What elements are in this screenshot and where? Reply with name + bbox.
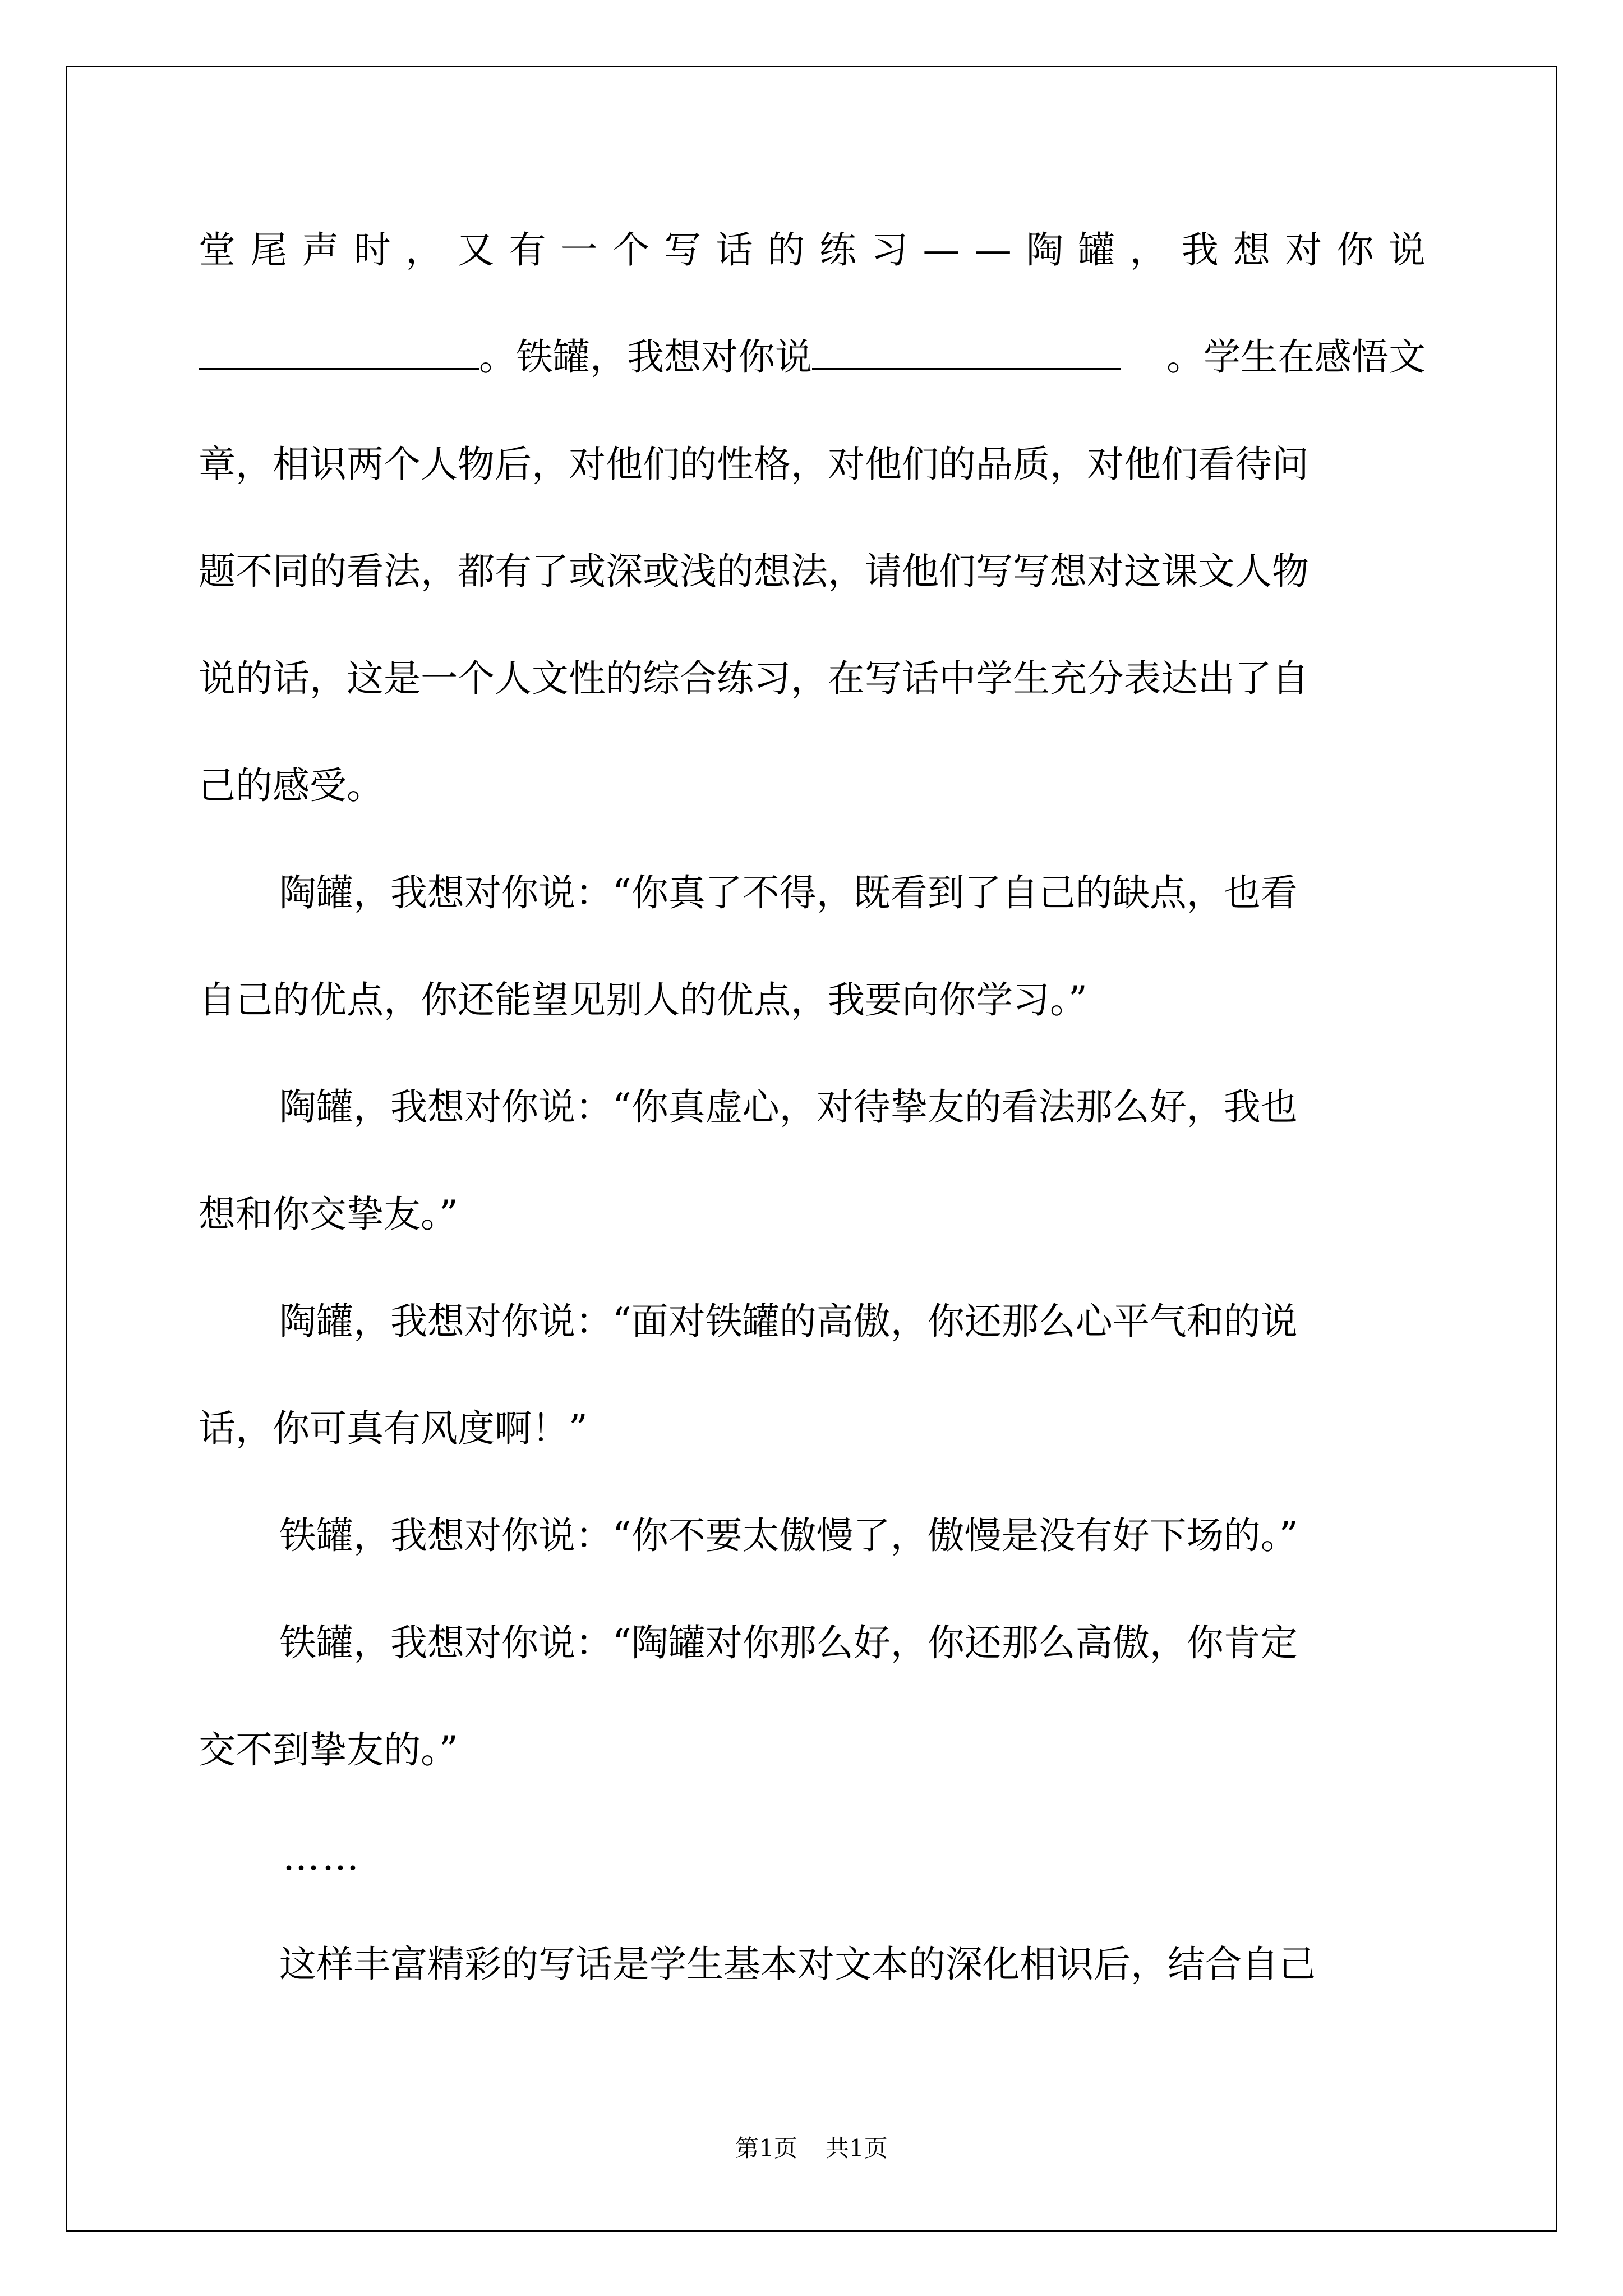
text-char: 写 xyxy=(664,228,702,272)
page-number: 第1页 xyxy=(735,2134,797,2162)
text-line-3: 章，相识两个人物后，对他们的性格，对他们的品质，对他们看待问 xyxy=(199,443,1309,486)
text-char: 的 xyxy=(767,228,805,272)
text-char: 又 xyxy=(457,228,495,272)
paragraph-line: 陶罐，我想对你说：“你真虚心，对待挚友的看法那么好，我也 xyxy=(279,1085,1298,1129)
paragraph-line: 铁罐，我想对你说：“你不要太傲慢了，傲慢是没有好下场的。” xyxy=(279,1514,1298,1557)
paragraph-line: 自己的优点，你还能望见别人的优点，我要向你学习。” xyxy=(199,978,1087,1022)
text-char: 声 xyxy=(302,228,339,272)
text-char: 想 xyxy=(1233,228,1270,272)
text-line-4: 题不同的看法，都有了或深或浅的想法，请他们写写想对这课文人物 xyxy=(199,550,1309,593)
paragraph-line: 想和你交挚友。” xyxy=(199,1193,458,1236)
text-char: — xyxy=(923,228,960,272)
text-char: 有 xyxy=(509,228,546,272)
document-body xyxy=(199,217,1426,2038)
text-char: — xyxy=(974,228,1012,272)
text-char: 习 xyxy=(871,228,909,272)
fill-blank-1 xyxy=(199,334,479,370)
text-char: ， xyxy=(1129,228,1167,272)
paragraph-line: 话，你可真有风度啊！” xyxy=(199,1407,588,1450)
text-char: 你 xyxy=(1336,228,1374,272)
text-char: 个 xyxy=(612,228,649,272)
text-char: 陶 xyxy=(1026,228,1063,272)
page-footer xyxy=(0,2132,1623,2165)
paragraph-line: 铁罐，我想对你说：“陶罐对你那么好，你还那么高傲，你肯定 xyxy=(279,1621,1298,1664)
text-char: 对 xyxy=(1285,228,1322,272)
page-total: 共1页 xyxy=(826,2134,888,2162)
text-char: 话 xyxy=(716,228,753,272)
paragraph-line: 这样丰富精彩的写话是学生基本对文本的深化相识后，结合自己 xyxy=(279,1943,1316,1986)
ellipsis-line: …… xyxy=(283,1835,361,1879)
text-char: 我 xyxy=(1181,228,1219,272)
text-char: 时 xyxy=(353,228,391,272)
text-char: 说 xyxy=(1388,228,1426,272)
text-char: 堂 xyxy=(199,228,236,272)
paragraph-line: 陶罐，我想对你说：“你真了不得，既看到了自己的缺点，也看 xyxy=(279,871,1298,914)
text-segment: 。铁罐，我想对你说 xyxy=(479,335,812,379)
text-line-2 xyxy=(199,324,1426,431)
paragraph-line: 交不到挚友的。” xyxy=(199,1728,458,1772)
text-char: ， xyxy=(405,228,442,272)
text-char: 练 xyxy=(819,228,856,272)
fill-blank-2 xyxy=(812,334,1121,370)
text-char: 尾 xyxy=(250,228,288,272)
text-char: 罐 xyxy=(1078,228,1115,272)
text-line-1 xyxy=(199,217,1426,324)
text-line-6: 己的感受。 xyxy=(199,764,384,807)
text-segment: 。学生在感悟文 xyxy=(1166,335,1426,379)
paragraph-line: 陶罐，我想对你说：“面对铁罐的高傲，你还那么心平气和的说 xyxy=(279,1300,1298,1343)
text-char: 一 xyxy=(560,228,598,272)
text-line-5: 说的话，这是一个人文性的综合练习，在写话中学生充分表达出了自 xyxy=(199,657,1309,700)
